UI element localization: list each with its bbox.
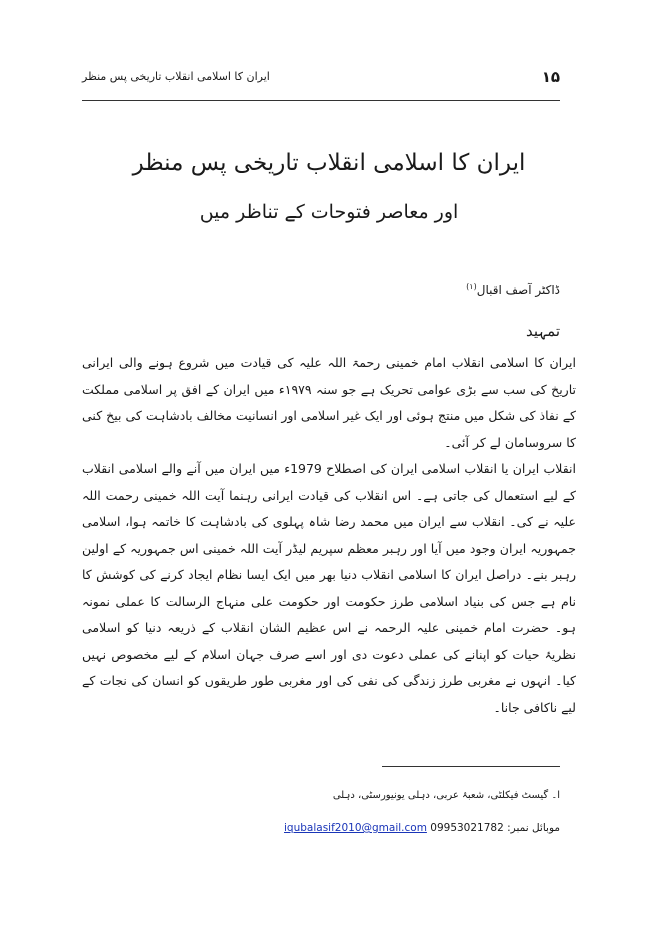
footnote-rule (382, 766, 560, 767)
contact-label: موبائل نمبر: (507, 822, 560, 834)
email-link[interactable]: iqubalasif2010@gmail.com (284, 822, 427, 834)
body-text (82, 350, 576, 721)
article-title: ایران کا اسلامی انقلاب تاریخی پس منظر (132, 150, 526, 176)
paragraph: ایران کا اسلامی انقلاب امام خمینی رحمۃ اللہ علیہ کی قیادت میں شروع ہونے والی ایرانی تاریخ کی سب سے بڑی عوامی تحریک ہے جو سنہ ۱۹۷۹ء میں ایران کے افق پر اسلامی مملکت کے نفاذ کی شکل میں منتج ہوئی اور ایک غیر اسلامی اور انسانیت مخالف بادشاہت کی بیخ کنی کا سروسامان لے کر آئی۔ (82, 355, 576, 450)
article-subtitle: اور معاصر فتوحات کے تناظر میں (199, 201, 459, 223)
section-heading: تمہید (525, 322, 560, 340)
running-title: ایران کا اسلامی انقلاب تاریخی پس منظر (82, 70, 270, 83)
author-name: ڈاکٹر آصف اقبال (476, 283, 560, 297)
phone-number: 09953021782 (430, 822, 504, 834)
footnote-marker: (۱) (466, 282, 477, 291)
running-header (82, 68, 560, 92)
footnote: ا۔ گیسٹ فیکلٹی، شعبۂ عربی، دہلی یونیورسٹی، دہلی (332, 790, 560, 801)
header-rule (82, 100, 560, 101)
contact-line (284, 822, 560, 834)
paragraph: انقلاب ایران یا انقلاب اسلامی ایران کی اصطلاح 1979ء میں ایران میں آنے والے اسلامی انقلاب کے لیے استعمال کی جاتی ہے۔ اس انقلاب کی قیادت ایرانی رہنما آیت اللہ خمینی رحمت اللہ علیہ نے کی۔ انقلاب سے ایران میں محمد رضا شاہ پہلوی کی بادشاہت کا خاتمہ ہوا، اسلامی جمہوریہ ایران وجود میں آیا اور رہبر معظم سپریم لیڈر آیت اللہ خمینی اس جمہوریہ کے اولین رہبر بنے۔ دراصل ایران کا اسلامی انقلاب دنیا بھر میں ایک ایسا نظام ایجاد کرنے کی کوشش کا نام ہے جس کی بنیاد اسلامی طرز حکومت اور حکومت علی منہاج الرسالت کا عملی نمونہ ہو۔ حضرت امام خمینی علیہ الرحمہ نے اس عظیم الشان انقلاب کے ذریعہ دنیا کو اسلامی نظریۂ حیات کو اپنانے کی عملی دعوت دی اور اسے صرف جہان اسلام کے لیے مخصوص نہیں کیا۔ انہوں نے مغربی طرز زندگی کی نفی کی اور مغربی طور طریقوں کو انسان کی نجات کے لیے ناکافی جانا۔ (82, 461, 576, 715)
author-line (466, 282, 560, 297)
page-number: ۱۵ (541, 68, 560, 86)
